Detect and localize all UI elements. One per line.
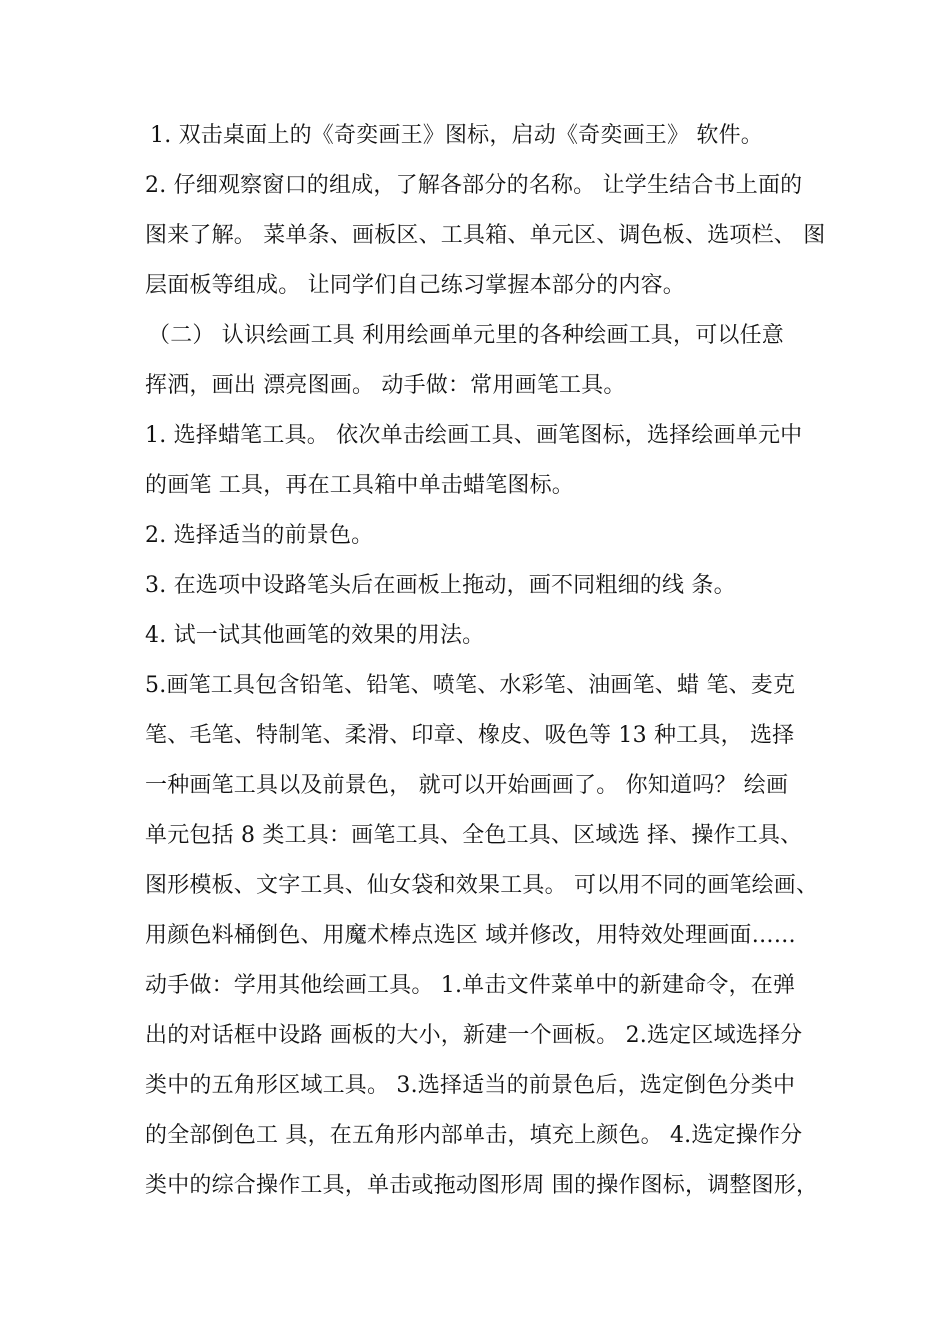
text-line-7: 1. 选择蜡笔工具。 依次单击绘画工具、画笔图标，选择绘画单元中: [145, 423, 803, 448]
text-line-11: 4. 试一试其他画笔的效果的用法。: [145, 623, 485, 648]
text-line-17: 用颜色料桶倒色、用魔术棒点选区 域并修改，用特效处理画面……: [145, 923, 796, 948]
text-line-16: 图形模板、文字工具、仙女袋和效果工具。 可以用不同的画笔绘画、: [145, 873, 819, 898]
text-line-3: 图来了解。 菜单条、画板区、工具箱、单元区、调色板、选项栏、 图: [145, 223, 826, 248]
text-line-8: 的画笔 工具，再在工具箱中单击蜡笔图标。: [145, 473, 574, 498]
text-line-22: 类中的综合操作工具，单击或拖动图形周 围的操作图标，调整图形，: [145, 1173, 819, 1198]
text-line-4: 层面板等组成。 让同学们自己练习掌握本部分的内容。: [145, 273, 685, 298]
text-line-9: 2. 选择适当的前景色。: [145, 523, 374, 548]
text-line-12: 5.画笔工具包含铅笔、铅笔、喷笔、水彩笔、油画笔、蜡 笔、麦克: [145, 673, 796, 698]
text-line-10: 3. 在选项中设路笔头后在画板上拖动，画不同粗细的线 条。: [145, 573, 736, 598]
text-line-21: 的全部倒色工 具，在五角形内部单击，填充上颜色。 4.选定操作分: [145, 1123, 803, 1148]
text-line-13: 笔、毛笔、特制笔、柔滑、印章、橡皮、吸色等 13 种工具， 选择: [145, 723, 795, 748]
text-line-19: 出的对话框中设路 画板的大小，新建一个画板。 2.选定区域选择分: [145, 1023, 803, 1048]
text-line-14: 一种画笔工具以及前景色， 就可以开始画画了。 你知道吗？ 绘画: [145, 773, 789, 798]
text-line-1: 1. 双击桌面上的《奇奕画王》图标，启动《奇奕画王》 软件。: [150, 123, 763, 148]
text-line-2: 2. 仔细观察窗口的组成，了解各部分的名称。 让学生结合书上面的: [145, 173, 803, 198]
text-line-5: （二） 认识绘画工具 利用绘画单元里的各种绘画工具，可以任意: [148, 323, 784, 348]
text-line-15: 单元包括 8 类工具：画笔工具、全色工具、区域选 择、操作工具、: [145, 823, 803, 848]
text-line-18: 动手做：学用其他绘画工具。 1.单击文件菜单中的新建命令，在弹: [145, 973, 796, 998]
text-line-20: 类中的五角形区域工具。 3.选择适当的前景色后，选定倒色分类中: [145, 1073, 796, 1098]
text-line-6: 挥洒，画出 漂亮图画。 动手做：常用画笔工具。: [145, 373, 626, 398]
